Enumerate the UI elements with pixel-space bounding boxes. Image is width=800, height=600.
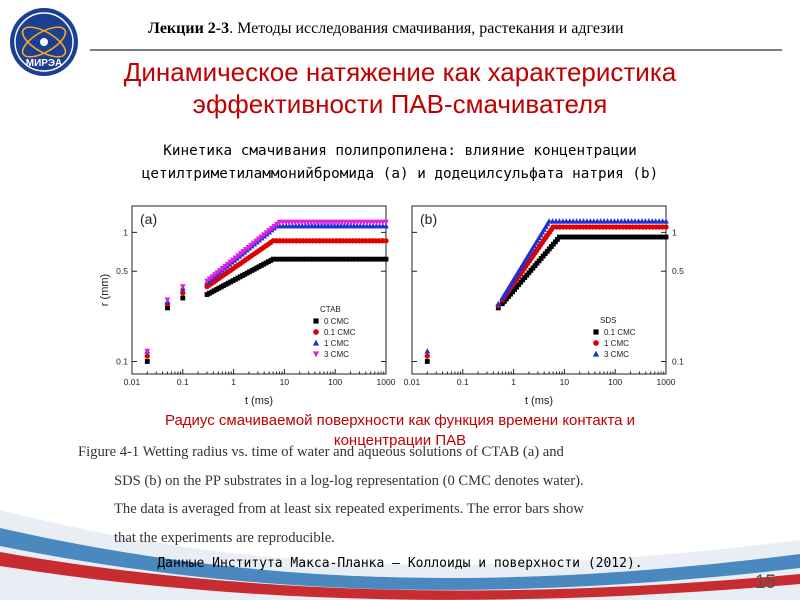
legend-title: CTAB xyxy=(320,305,341,314)
chart-panel-a xyxy=(99,206,396,407)
panel-label: (a) xyxy=(140,211,158,227)
slide-title-line2: эффективности ПАВ-смачивателя xyxy=(192,89,608,119)
plot-frame xyxy=(132,206,386,374)
x-axis-label: t (ms) xyxy=(524,395,554,407)
panel-label: (b) xyxy=(420,211,438,227)
x-tick-label: 0.1 xyxy=(176,377,189,387)
legend-marker xyxy=(593,329,598,334)
legend-marker xyxy=(593,340,599,346)
data-point xyxy=(425,359,430,364)
legend-label: 1 CMC xyxy=(604,339,629,348)
slide-subtitle-line2: цетилтриметиламмонийбромида (a) и додецилсульфата натрия (b) xyxy=(141,166,659,182)
header-divider xyxy=(90,49,782,51)
x-tick-label: 0.1 xyxy=(456,377,469,387)
data-point xyxy=(663,224,668,229)
y-tick-label: 0.1 xyxy=(672,356,684,367)
x-tick-label: 0.01 xyxy=(123,377,141,387)
x-tick-label: 1000 xyxy=(376,377,396,387)
x-axis-label: t (ms) xyxy=(244,395,274,407)
slide-title-line1: Динамическое натяжение как характеристика xyxy=(123,57,677,87)
x-tick-label: 1000 xyxy=(656,377,676,387)
data-point xyxy=(384,257,389,262)
legend-label: 0.1 CMC xyxy=(604,328,636,337)
lecture-topic: . Методы исследования смачивания, растекания и адгезии xyxy=(229,20,624,37)
figure-caption-line: SDS (b) on the PP substrates in a log-log representation (0 CMC denotes water). xyxy=(114,472,584,489)
y-tick-label: 0.5 xyxy=(116,266,128,277)
y-tick-label: 0.1 xyxy=(116,356,128,367)
figure-caption-line: that the experiments are reproducible. xyxy=(114,529,335,546)
x-tick-label: 10 xyxy=(559,377,570,387)
source-note: Данные Института Макса-Планка – Коллоиды и поверхности (2012). xyxy=(157,556,643,571)
y-axis-label: r (mm) xyxy=(99,273,111,307)
figure-caption-russian-line1: Радиус смачиваемой поверхности как функция времени контакта и xyxy=(164,412,636,429)
data-point xyxy=(664,235,669,240)
slide-subtitle-line1: Кинетика смачивания полипропилена: влияние концентрации xyxy=(163,143,637,159)
slide-title xyxy=(0,56,800,120)
y-tick-label: 1 xyxy=(123,227,128,238)
figure-caption-line: The data is averaged from at least six repeated experiments. The error bars show xyxy=(114,501,584,517)
x-tick-label: 100 xyxy=(328,377,343,387)
lecture-header xyxy=(148,20,624,38)
legend-label: 3 CMC xyxy=(604,350,629,359)
x-tick-label: 1 xyxy=(231,377,236,387)
data-point xyxy=(180,296,185,301)
data-point xyxy=(145,359,150,364)
legend-label: 0 CMC xyxy=(324,317,349,326)
chart-panel-b xyxy=(404,206,684,407)
page-number: 15 xyxy=(754,572,776,593)
plot-frame xyxy=(412,206,666,374)
data-point xyxy=(180,290,185,295)
legend-marker xyxy=(313,318,318,323)
figure-caption-english xyxy=(78,438,718,552)
figure-caption-russian-line2: концентрации ПАВ xyxy=(333,432,467,449)
legend-marker xyxy=(313,329,319,335)
y-tick-label: 0.5 xyxy=(672,266,684,277)
slide-subtitle xyxy=(0,140,800,186)
lecture-number: Лекции 2-3 xyxy=(148,20,230,37)
data-point xyxy=(383,238,388,243)
x-tick-label: 10 xyxy=(279,377,290,387)
logo-text: МИРЭА xyxy=(25,58,63,69)
figure-caption-russian xyxy=(0,411,800,451)
y-tick-label: 1 xyxy=(672,227,677,238)
data-point xyxy=(425,354,430,359)
legend-title: SDS xyxy=(600,316,617,325)
legend-label: 1 CMC xyxy=(324,339,349,348)
figure-caption-line: Figure 4-1 Wetting radius vs. time of water and aqueous solutions of CTAB (a) and xyxy=(78,444,564,460)
legend-label: 0.1 CMC xyxy=(324,328,356,337)
x-tick-label: 1 xyxy=(511,377,516,387)
legend-label: 3 CMC xyxy=(324,350,349,359)
x-tick-label: 100 xyxy=(608,377,623,387)
chart-area xyxy=(66,196,730,416)
x-tick-label: 0.01 xyxy=(403,377,421,387)
